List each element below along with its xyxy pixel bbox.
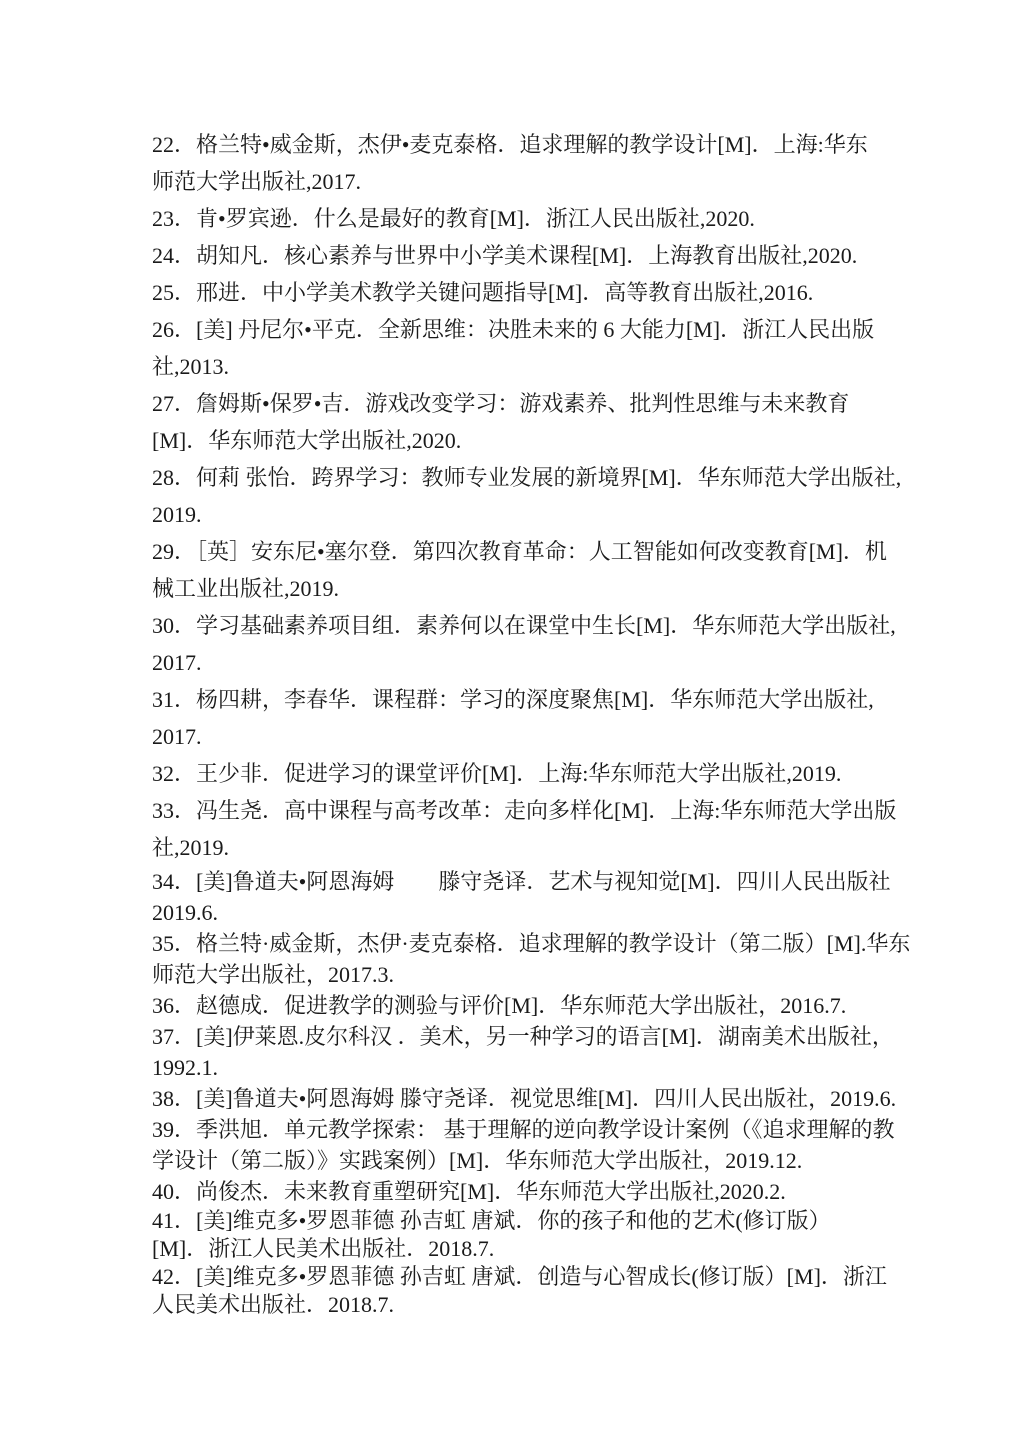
reference-item-39 <box>152 1114 895 1176</box>
reference-line: 社,2019. <box>152 835 230 860</box>
reference-item-24 <box>152 237 874 274</box>
reference-item-40 <box>152 1176 874 1207</box>
reference-item-23 <box>152 200 874 237</box>
reference-line: 22．格兰特•威金斯，杰伊•麦克泰格．追求理解的教学设计[M]．上海:华东 <box>152 132 868 157</box>
reference-item-29 <box>152 533 887 607</box>
reference-line: 社,2013. <box>152 354 230 379</box>
reference-line: 41．[美]维克多•罗恩菲德 孙吉虹 唐斌．你的孩子和他的艺术(修订版） <box>152 1208 831 1233</box>
reference-line: [M]．浙江人民美术出版社．2018.7. <box>152 1236 495 1261</box>
reference-item-22 <box>152 126 874 200</box>
reference-item-37 <box>152 1021 894 1083</box>
reference-line: 师范大学出版社，2017.3. <box>152 962 395 987</box>
reference-line: [M]．华东师范大学出版社,2020. <box>152 428 462 453</box>
reference-line: 1992.1. <box>152 1055 218 1080</box>
reference-item-30 <box>152 607 896 681</box>
reference-line: 28．何莉 张怡．跨界学习：教师专业发展的新境界[M]．华东师范大学出版社, <box>152 465 902 490</box>
reference-line: 39．季洪旭．单元教学探索： 基于理解的逆向教学设计案例（《追求理解的教 <box>152 1117 895 1142</box>
reference-line: 35．格兰特·威金斯，杰伊·麦克泰格．追求理解的教学设计（第二版）[M].华东 <box>152 931 911 956</box>
reference-item-28 <box>152 459 902 533</box>
reference-list <box>152 126 911 1319</box>
reference-line: 械工业出版社,2019. <box>152 576 340 601</box>
reference-line: 38．[美]鲁道夫•阿恩海姆 滕守尧译．视觉思维[M]．四川人民出版社，2019.6. <box>152 1086 897 1111</box>
reference-line: 23．肯•罗宾逊．什么是最好的教育[M]．浙江人民出版社,2020. <box>152 206 755 231</box>
reference-line: 24．胡知凡．核心素养与世界中小学美术课程[M]．上海教育出版社,2020. <box>152 243 858 268</box>
reference-line: 学设计（第二版）》实践案例）[M]．华东师范大学出版社，2019.12. <box>152 1148 803 1173</box>
reference-item-31 <box>152 681 874 755</box>
reference-item-42 <box>152 1263 887 1319</box>
reference-item-32 <box>152 755 874 792</box>
reference-line: 26．[美] 丹尼尔•平克．全新思维：决胜未来的 6 大能力[M]．浙江人民出版 <box>152 317 875 342</box>
reference-item-26 <box>152 311 874 385</box>
reference-line: 34．[美]鲁道夫•阿恩海姆 滕守尧译．艺术与视知觉[M]．四川人民出版社 <box>152 869 891 894</box>
reference-line: 33．冯生尧．高中课程与高考改革：走向多样化[M]．上海:华东师范大学出版 <box>152 798 897 823</box>
reference-line: 37．[美]伊莱恩.皮尔科汉 ．美术，另一种学习的语言[M]．湖南美术出版社， <box>152 1024 894 1049</box>
reference-line: 2019. <box>152 502 202 527</box>
reference-line: 2017. <box>152 650 202 675</box>
reference-line: 2019.6. <box>152 900 218 925</box>
reference-item-41 <box>152 1207 874 1263</box>
reference-line: 27．詹姆斯•保罗•吉．游戏改变学习：游戏素养、批判性思维与未来教育 <box>152 391 850 416</box>
reference-line: 31．杨四耕，李春华．课程群：学习的深度聚焦[M]．华东师范大学出版社, <box>152 687 874 712</box>
reference-item-36 <box>152 990 874 1021</box>
reference-item-35 <box>152 928 911 990</box>
reference-item-25 <box>152 274 874 311</box>
reference-item-33 <box>152 792 897 866</box>
reference-line: 32．王少非．促进学习的课堂评价[M]．上海:华东师范大学出版社,2019. <box>152 761 842 786</box>
reference-line: 30．学习基础素养项目组．素养何以在课堂中生长[M]．华东师范大学出版社, <box>152 613 896 638</box>
reference-line: 25．邢进．中小学美术教学关键问题指导[M]．高等教育出版社,2016. <box>152 280 814 305</box>
reference-line: 42．[美]维克多•罗恩菲德 孙吉虹 唐斌．创造与心智成长(修订版）[M]．浙江 <box>152 1264 887 1289</box>
reference-line: 29．［英］安东尼•塞尔登．第四次教育革命：人工智能如何改变教育[M]．机 <box>152 539 887 564</box>
reference-item-34 <box>152 866 891 928</box>
reference-line: 36．赵德成．促进教学的测验与评价[M]．华东师范大学出版社，2016.7. <box>152 993 847 1018</box>
reference-line: 人民美术出版社．2018.7. <box>152 1292 395 1317</box>
reference-line: 2017. <box>152 724 202 749</box>
reference-item-38 <box>152 1083 897 1114</box>
reference-item-27 <box>152 385 874 459</box>
reference-line: 40．尚俊杰．未来教育重塑研究[M]．华东师范大学出版社,2020.2. <box>152 1179 786 1204</box>
reference-line: 师范大学出版社,2017. <box>152 169 362 194</box>
